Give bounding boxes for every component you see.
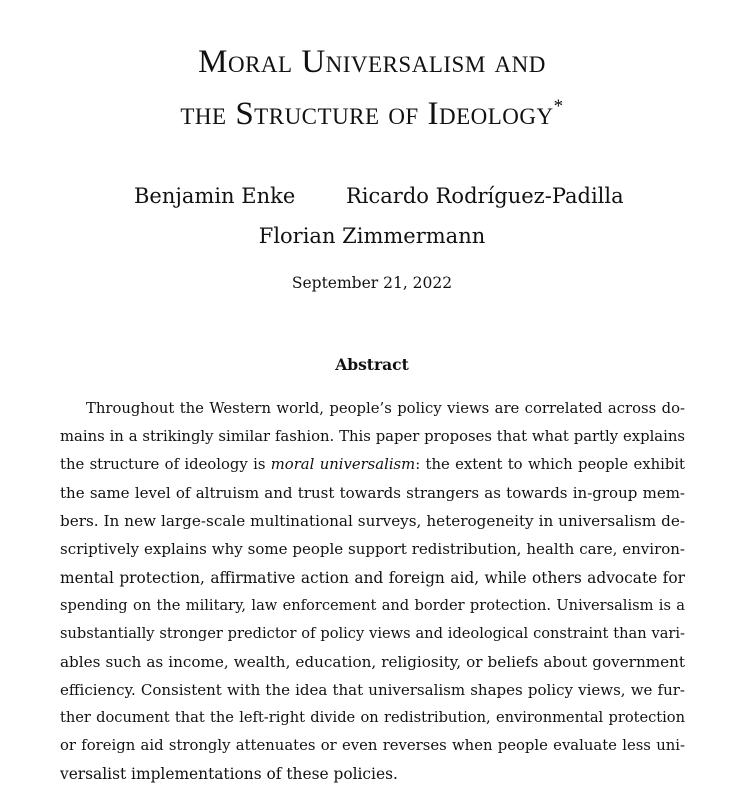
abstract-line: mains in a strikingly similar fashion. This paper proposes that what partly explains xyxy=(60,428,685,446)
abstract-line: scriptively explains why some people support redistribution, health care, environ- xyxy=(60,540,685,559)
abstract-line: ables such as income, wealth, education, religiosity, or beliefs about government xyxy=(60,652,685,671)
abstract-line: ther document that the left-right divide on redistribution, environmental protection xyxy=(60,709,685,727)
abstract-body xyxy=(60,395,685,788)
abstract-emphasis: moral universalism xyxy=(270,456,416,474)
abstract-line: or foreign aid strongly attenuates or even reverses when people evaluate less uni- xyxy=(60,737,685,755)
abstract-line: versalist implementations of these policies. xyxy=(60,765,398,784)
title-footnote-mark: * xyxy=(553,96,564,117)
abstract-line-text: the structure of ideology is xyxy=(60,456,271,474)
paper-title-line-1: Moral Universalism and xyxy=(198,44,546,80)
author-name: Florian Zimmermann xyxy=(258,224,486,248)
abstract-line: mental protection, affirmative action and foreign aid, while others advocate for xyxy=(60,568,685,587)
author-name: Ricardo Rodríguez-Padilla xyxy=(346,184,624,208)
abstract-line-text: : the extent to which people exhibit xyxy=(415,456,685,474)
abstract-heading: Abstract xyxy=(335,355,409,374)
publication-date: September 21, 2022 xyxy=(291,274,453,292)
abstract-line: Throughout the Western world, people’s policy views are correlated across do- xyxy=(86,400,685,417)
abstract-line xyxy=(60,451,685,479)
paper-title-line-2 xyxy=(0,97,744,131)
abstract-line: bers. In new large-scale multinational surveys, heterogeneity in universalism de- xyxy=(60,512,685,531)
abstract-line: the same level of altruism and trust towards strangers as towards in-group mem- xyxy=(60,484,685,503)
abstract-line: substantially stronger predictor of policy views and ideological constraint than vari- xyxy=(60,624,685,642)
paper-title-line-2-text: the Structure of Ideology xyxy=(180,96,554,132)
abstract-line: efficiency. Consistent with the idea that universalism shapes policy views, we fur- xyxy=(60,680,685,699)
author-name: Benjamin Enke xyxy=(134,184,296,208)
abstract-line: spending on the military, law enforcement and border protection. Universalism is a xyxy=(60,596,685,614)
